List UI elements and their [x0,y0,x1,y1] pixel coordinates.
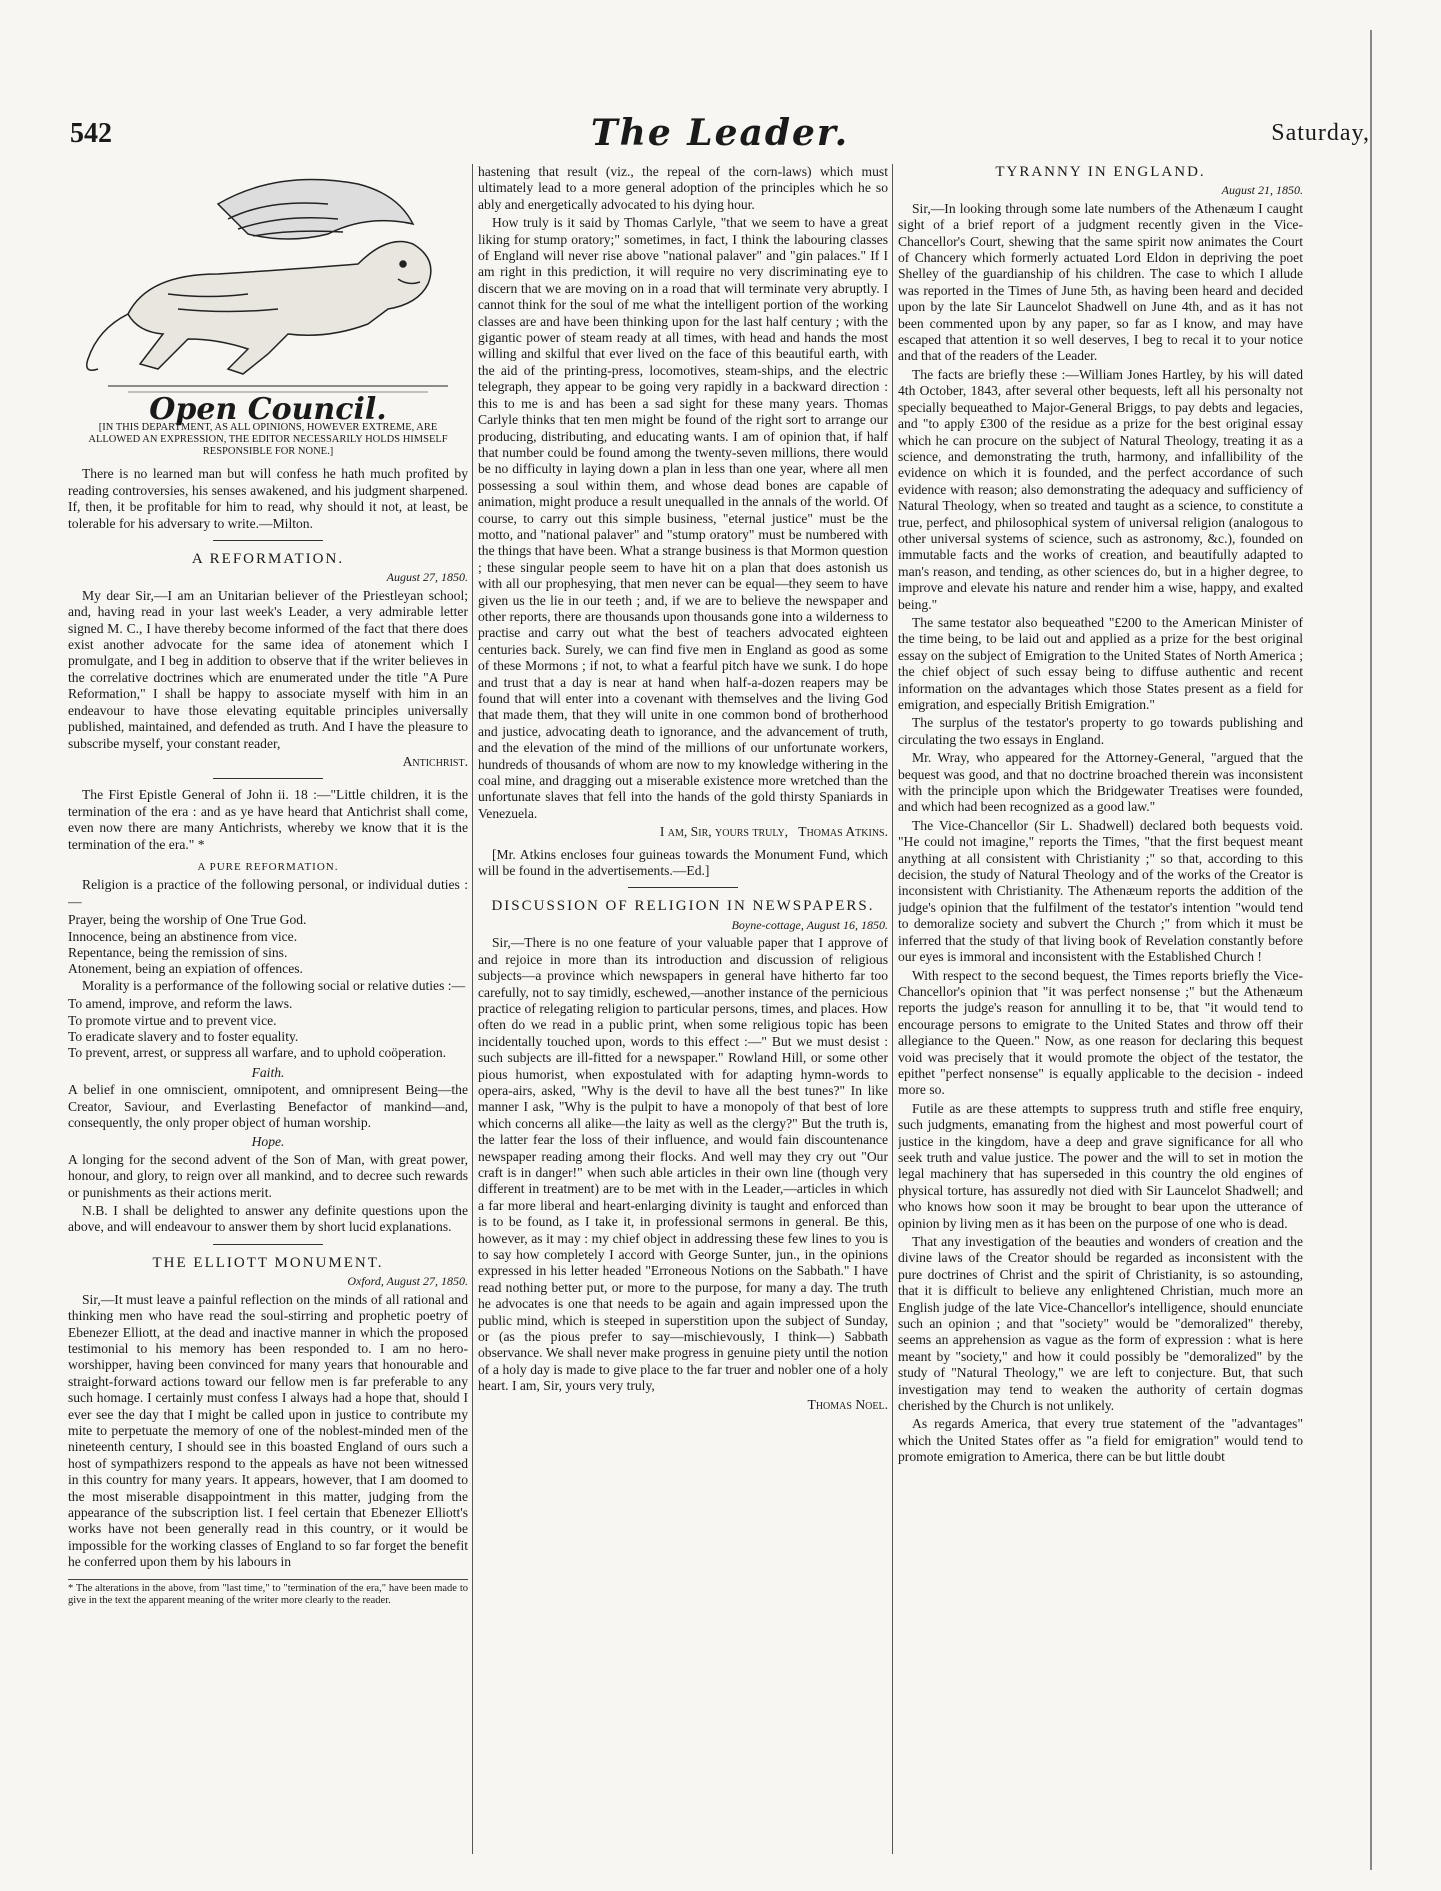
list-item: To prevent, arrest, or suppress all warfare, and to uphold coöperation. [68,1045,447,1061]
article-title: A REFORMATION. [191,551,345,568]
page-edge-rule [1370,30,1372,1870]
article-date: August 27, 1850. [386,570,468,585]
hope-text: A longing for the second advent of the Son of Man, with great power, honour, and glory, to reign over all mankind, and to decree such rewards or punishments as their actions merit. [68,1151,468,1200]
article-body: The same testator also bequeathed "£200 to the American Minister of the time being, to be laid out and applied as a prize for the best original essay on the subject of Emigration to the United States of North America ; the chief object of such essay being to diffuse authentic and recent information on the advantages which those States present as a field for emigration, and especially British Emigration." [898,614,1303,712]
article-body: How truly is it said by Thomas Carlyle, "that we seem to have a great liking for stump oratory;" sometimes, in fact, I think the labouring classes of England will never rise above "national palaver" and "gin palaces." If I am right in this prediction, it will require no very discriminating eye to discern that we are moving on in a road that will terminate very abruptly. I cannot think for the soul of me what the intelligent portion of the working classes are and have been thinking upon for the last half century ; with the gigantic power of steam ready at all times, with head and hands the most willing and skilful that ever lived on the face of this beautiful earth, with the aid of the printing-press, locomotives, steam-ships, and the electric telegraph, they appear to be going very rapidly in a backward direction : this to me is and has been a sad sight for these many years. Thomas Carlyle thinks that ten men might be found of the right sort to arrange our producing, distributing, and educating wants. I am of opinion that, if half that number could be found among the twenty-seven millions, there would be no difficulty in laying down a plan in less than one year, where all men possessing a soul within them, and whose dead bones are capable of animation, might produce a result unequalled in the annals of the world. Of course, to carry out this simple business, "eternal justice" must be the motto, and "national palaver" and "stump oratory" must be numbered with the things that have been. What a strange business is that Mormon question ; these singular people seem to have hit on a plan that does astonish us with all our prophesying, that men never can be equal—they seem to have given us the lie in our teeth ; and, if we are to believe the newspaper and other reports, there are thousands upon thousands gone into a wilderness to practise and carry out what the best of teachers advocated eighteen centuries back. Surely, we can find five men in England as good as some of these Mormons ; if not, to what a fearful pitch have we sunk. I do hope and trust that a day is near at hand when half-a-dozen reapers may be found that will enter into a covenant with themselves and the living God that made them, that they will unite in one common bond of brotherhood and justice, advocating death to ignorance, and the advancement of truth, and the elevation of the mind of the millions of our unfortunate workers, hundreds of thousands of whom are now to my knowledge withering in the coal mine, and dragging out a miserable existence more wretched than the unfortunate slaves that fell into the hands of the gold thirsty Spaniards in Venezuela. [478,215,888,821]
subheading: Faith. [251,1064,285,1080]
divider [213,1244,323,1245]
epistle-quote: The First Epistle General of John ii. 18 :—"Little children, it is the termination of the era : and as ye have heard that Antichrist shall come, even now there are many Antichrists, whereby we know that it is the termination of the era." * [68,787,468,852]
article-date: Boyne-cottage, August 16, 1850. [731,917,888,932]
milton-quote: There is no learned man but will confess he hath much profited by reading controversies, his senses awakened, and his judgment sharpened. If, then, it be profitable for him to read, why should it not, at least, be tolerable for his adversary to write.—Milton. [68,466,468,531]
subheading: Hope. [251,1134,285,1150]
article-closing [478,824,888,840]
column-divider [472,164,473,1854]
footnote: * The alterations in the above, from "last time," to "termination of the era," have been made to give in the text the apparent meaning of the writer more clearly to the reader. [68,1579,468,1607]
article-signature: Antichrist. [402,753,468,769]
subheading: A PURE REFORMATION. [197,860,339,873]
article-body: Sir,—In looking through some late numbers of the Athenæum I caught sight of a brief report of a judgment recently given in the Vice-Chancellor's Court, shewing that the same spirit now animates the Court of Chancery which formerly actuated Lord Eldon in depriving the poet Shelley of the guardianship of his children. The case to which I allude was reported in the Times of June 5th, as having been heard and decided upon by the late Sir Launcelot Shadwell on June 4th, and as it has not been commented upon by any paper, so far as I know, and may have escaped that attention it so well deserves, I beg to recal it to your notice and that of the readers of the Leader. [898,200,1303,364]
article-signature: Thomas Atkins. [798,824,888,840]
article-body: Futile as are these attempts to suppress truth and stifle free enquiry, such judgments, emanating from the highest and most powerful court of justice in the kingdom, have a deep and grave significance for all who seek truth and value justice. The power and the will to set in motion the legal machinery that has superseded in this country the old engines of physical torture, has assuredly not died with Sir Launcelot Shadwell; and who knows how soon it may be brought to bear upon the utterance of opinion by living men as it has been on the purpose of one who is dead. [898,1100,1303,1231]
article-body: My dear Sir,—I am an Unitarian believer of the Priestleyan school; and, having read in your last week's Leader, a very admirable letter signed M. C., I have thereby become informed of the fact that there does exist another advocate for the same idea of atonement which I promulgate, and I beg in addition to observe that if the writer believes in the correlative doctrines which are enumerated under the title "A Pure Reformation," I shall be happy to associate myself with him in an endeavour to have those elevating equitable principles universally published, maintained, and defended as truth. And I have the pleasure to subscribe myself, your constant reader, [68,587,468,751]
divider [213,540,323,541]
masthead: The Leader. [590,112,850,154]
list-item: To eradicate slavery and to foster equality. [68,1029,299,1044]
article-body: Sir,—It must leave a painful reflection on the minds of all rational and thinking men who have read the soul-stirring and prophetic poetry of Ebenezer Elliott, at the dead and inactive manner in which the proposed testimonial to his memory has been responded to. I am no hero-worshipper, having been convinced for many years that honourable and straight-forward actions toward our fellow men is far preferable to any such homage. I certainly must confess I always had a hope that, should I ever see the day that I might be called upon in justice to contribute my mite to perpetuate the memory of one of the noblest-minded men of the nineteenth century, I should see in this boasted England of ours such a host of sympathizers respond to the appeals as have not been witnessed in this country for many years. It appears, however, that I am doomed to the most miserable disappointment in this matter, judging from the appearance of the subscription list. I feel certain that Ebenezer Elliott's works have not been generally read in this country, or it would be impossible for the working classes of England to so far forget the benefit he conferred upon them by his labours in [68,1291,468,1570]
column-2 [478,164,888,1864]
article-title: DISCUSSION OF RELIGION IN NEWSPAPERS. [491,898,875,915]
page-header [70,112,1370,158]
morality-intro: Morality is a performance of the following social or relative duties :— [82,977,466,993]
winged-lion-icon [68,164,468,402]
divider [213,778,323,779]
article-title: THE ELLIOTT MONUMENT. [152,1254,384,1271]
list-item: Innocence, being an abstinence from vice. [68,928,298,944]
list-item: To promote virtue and to prevent vice. [68,1012,277,1028]
article-body: That any investigation of the beauties and wonders of creation and the divine laws of the Creator should be regarded as inconsistent with the pure doctrines of Christ and the spirit of Christianity, is so astounding, that it is difficult to believe any enlightened Christian, much more an English judge of the late Vice-Chancellor's intelligence, should enunciate such an opinion ; and that "society" would be "demoralized" thereby, seems an apprehension as vague as the form of expression : what is here meant by "society," and how it could possibly be "demoralized" by the study of "Natural Theology," we are left to conjecture. But, that such investigation may tend to weaken the authority of certain dogmas cherished by the Church is not unlikely. [898,1234,1303,1414]
article-body: hastening that result (viz., the repeal of the corn-laws) which must ultimately lead to a more general adoption of the principles which he so ably and energetically advocated to his dying hour. [478,164,888,212]
divider [628,887,738,888]
winged-lion-illustration [68,164,468,402]
section-title-open-council: Open Council. [149,392,387,427]
closing-text: I am, Sir, yours truly, [659,824,789,840]
religion-intro: Religion is a practice of the following personal, or individual duties :— [68,877,468,909]
article-body: The Vice-Chancellor (Sir L. Shadwell) declared both bequests void. "He could not imagine," reports the Times, "that the first bequest meant anything at all consistent with Christianity ;" so that, according to this decision, the study of Natural Theology and of the works of the Creator is inconsistent with Christianity. The Athenæum reports the addition of the judge's opinion that the fulfilment of the testator's intention "would tend to demoralize society and subvert the Church ;" from which it must be inferred that the study of that living book of Revelation constantly before our eyes is immoral and inconsistent with the Established Church ! [898,817,1303,965]
page-number: 542 [70,118,112,149]
article-body: The facts are briefly these :—William Jones Hartley, by his will dated 4th October, 1843, after several other bequests, left all his personalty not specially bequeathed to Major-General Briggs, to pay debts and legacies, and "to apply £300 of the residue as a prize for the best original essay which he can procure on the subject of Natural Theology, treating it as a science, and demonstrating the truth, harmony, and infallibility of the evidence on which it is founded, and the perfect accordance of such evidence with reason; also demonstrating the adequacy and sufficiency of Natural Theology, when so treated and taught as a science, to constitute a true, perfect, and philosophical system of universal religion (analogous to other universal systems of science, such as astronomy, &c.), founded on immutable facts and the works of creation, and beautifully adapted to man's reason, and tending, as other sciences do, but in a higher degree, to improve and elevate his nature and render him a wise, happy, and exalted being." [898,366,1303,612]
editor-note: [Mr. Atkins encloses four guineas towards the Monument Fund, which will be found in the advertisements.—Ed.] [478,846,888,879]
article-body: Sir,—There is no one feature of your valuable paper that I approve of and rejoice in more than its introduction and discussion of religious subjects—a province which newspapers in general have hitherto far too carefully, not to say timidly, eschewed,—another instance of the pernicious practice of relegating religion to particular persons, times, and places. How often do we read in a public print, when some religious topic has been incidentally touched upon, words to this effect :—" But we must desist : such subjects are ill-fitted for a newspaper." Rowland Hill, or some other pious humorist, when expostulated with for adapting hymn-words to opera-airs, asked, "Why is the devil to have all the best tunes?" In like manner I ask, "Why is the pulpit to have a monopoly of that best of lore which concerns all alike—the laity as well as the clergy?" But the truth is, the latter fear the loss of their influence, and would fain discountenance newspaper reading among their flocks. And well may they cry out "Our craft is in danger!" when such able articles in their own line (though very different in treatment) are to be met with in the Leader,—articles in which a far more liberal and heart-enlarging divinity is taught and enforced than is to be found, as I take it, in professional sermons in general. Be this, however, as it may : my chief object in addressing these few lines to you is to say how completely I accord with George Sunter, jun., in the opinions expressed in his letter headed "Erroneous Notions on the Sabbath." I have read nothing better put, or more to the purpose, for many a day. The truth he advocates is one that needs to be again and again impressed upon the public mind, which is steeped in superstition upon the subject of Sunday, or (as the pious prefer to say—mischievously, I think—) Sabbath observance. We shall never make progress in genuine piety until the notion of a holy day is made to give place to the far truer and nobler one of a holy heart. I am, Sir, yours very truly, [478,935,888,1394]
article-body: Mr. Wray, who appeared for the Attorney-General, "argued that the bequest was good, and that no doctrine broached therein was inconsistent with the principle upon which the Bridgewater Treatises were founded, and which had been recognized as a good law." [898,750,1303,815]
article-body: As regards America, that every true statement of the "advantages" which the United States offer as "a field for emigration" would tend to promote emigration to America, there can be but little doubt [898,1416,1303,1465]
page-day: Saturday, [1271,120,1370,146]
article-body: With respect to the second bequest, the Times reports briefly the Vice-Chancellor's opinion that "it was perfect nonsense ;" but the Athenæum reports the judge's reason for annulling it to be, that "it would tend to encourage persons to emigrate to the United States and throw off their allegiance to the Queen." Now, as one reason for declaring this bequest void was precisely that it would promote the object of the testator, the epithet "perfect nonsense" is equally applicable to the decision - indeed more so. [898,967,1303,1098]
column-divider [892,164,893,1854]
list-item: Prayer, being the worship of One True God. [68,912,307,928]
article-signature: Thomas Noel. [807,1396,888,1412]
list-item: Repentance, being the remission of sins. [68,944,288,960]
article-date: Oxford, August 27, 1850. [347,1274,468,1289]
list-item: Atonement, being an expiation of offences. [68,961,303,977]
list-item: To amend, improve, and reform the laws. [68,996,293,1012]
article-body: The surplus of the testator's property to go towards publishing and circulating the two essays in England. [898,715,1303,747]
editor-disclaimer: [IN THIS DEPARTMENT, AS ALL OPINIONS, HOWEVER EXTREME, ARE ALLOWED AN EXPRESSION, THE EDITOR NECESSARILY HOLDS HIMSELF RESPONSIBLE FOR NONE.] [88,422,448,458]
column-1 [68,164,468,1864]
article-title: TYRANNY IN ENGLAND. [995,164,1206,180]
article-date: August 21, 1850. [1221,183,1303,198]
faith-text: A belief in one omniscient, omnipotent, and omnipresent Being—the Creator, Saviour, and Everlasting Benefactor of mankind—and, consequently, the only proper object of human worship. [68,1082,468,1131]
nb-note: N.B. I shall be delighted to answer any definite questions upon the above, and will endeavour to answer them by short lucid explanations. [68,1203,468,1235]
column-3 [898,164,1303,1864]
